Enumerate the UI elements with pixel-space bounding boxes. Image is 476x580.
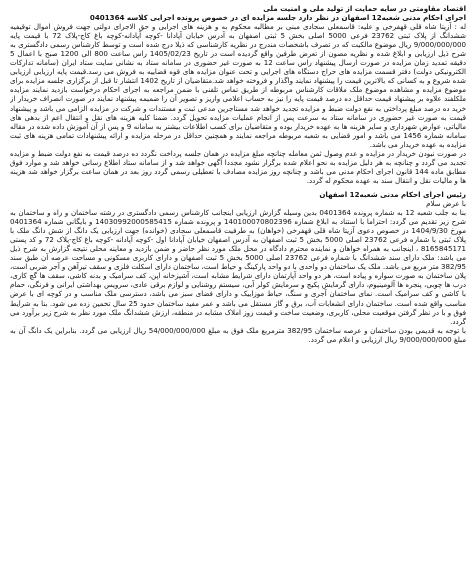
signature-line: رئیس اجرای احکام مدنی شعبه12 اصفهان: [319, 189, 466, 199]
salutation-line: با عرض سلام: [426, 198, 466, 208]
closing-paragraph: با توجه به قدیمی بودن ساختمان و عرصه ساختمان 382/95 مترمربع ملک فوق به مبلغ 54/000/000/000 ریال ارزیابی می گردد. بنابراین یک دانگ آن به مبلغ 9/000/000/000 ریال ارزیابی و اعلام می گردد.: [10, 325, 466, 344]
notice-paragraph: در صورت نبودن خریدار در مزایده و عدم وصول ثمن معامله چنانچه مبلغ مزایده در همان جلسه پرداخت نگردد ده درصد قیمت به نفع دولت ضبط و مزایده تجدید می گردد و چنانچه به هر دلیل مزایده به نحو اعلام شده برگزار نشود مجددا آگهی خواهد شد و از سامانه ستاد اطلاع رسانی خواهد شد و موارد فوق مطابق ماده 144 قانون اجرای احکام مدنی می باشد و چنانچه روز مزایده مصادف با تعطیلی رسمی گردد روز بعد در همان ساعت برگزار خواهد شد هزینه ها و مالیات نقل و انتقال سند به عهده محکوم له گردد.: [10, 148, 466, 185]
auction-intro-line: اجرای احکام مدنی شعبه12 اصفهان در نظر دارد جلسه مزایده ای در خصوص پرونده اجرایی کلاسه 0401364: [89, 13, 466, 23]
auction-body: له : آزیتا شاه قلی قهفرخی و علیه: قاسمعلی سجادی مبنی بر مطالبه محکوم به و هزینه های اجرایی و حق الاجرای دولتی جهت فروش اموال توقیفیه ششدانگ از پلاک ثبتی 23762 فرعی 5000 اصلی بخش 5 ثبتی اصفهان به آدرس خیابان آپادانا -کوچه آپادانه-کوچه باغ کاج-پلاک 72 با قیمت پایه 9/000/000/000 ریال موضوع مالکیت که در تصرف باشخصات مندرج در نظریه کارشناسی که ذیلا درج شده است و توسط کارشناس رسمی دادگستری به شرح ذیل ارزیابی و ابلاغ شده و نظریه مصون از تعرض طرفین واقع گردیده است در تاریخ 1405/02/23 راس ساعت 800 الی 1200 صبح با اعمال 5 دقیقه تمدید زمان مزایده در صورت ارسال پیشنهاد راس ساعت 12 به صورت غیر حضوری در سامانه ستاد به نشانی سایت ستاد ایران (سامانه تدارکات الکترونیکی دولت) دفتر قسمت مزایده های حراج دستگاه های اجرایی و تحت عنوان مزایده های قوه قضاییه به فروش می رسد.قیمت پایه ارزیابی ارزیابی شده شروع و به کسانی که بالاترین قیمت را پیشنهاد نمایند واگذار و فروخته خواهد شد.متقاضیان از تاریخ 1402 انتشار تا قبل از برگزاری جلسه مزایده برای موضوع مزایده و مشاهده موضوع ملک ملاقات کارشناس مربوطه از طریق تماس تلفنی با ضمن مراجعه به اجرای احکام درخواست بازدید نمایند مزایده ملکلفند علاوه بر پیشنهاد قیمت حداقل ده درصد قیمت پایه را نیز به حساب اعلامی واریز و تصویر آن را ضمیمه پیشنهاد نمایند در صورت انصراف خریدار از خرید ده درصد مبلغ پرداختی به نفع دولت ضبط و مزایده تجدید خواهد شد مستاجرین مدعی ثبت و مستندات و شرکت در مزایده الزامی می باشد و پیشنهاد قیمت به صورت غیر حضوری در سامانه ستاد به سرعت پس از انجام عملیات مزایده تحویل گردد. ضمنا کلیه هزینه های نقل و انتقال اعم از بدهی های مالیاتی، عوارض شهرداری و سایر هزینه ها به عهده خریدار بوده و متقاضیان برای کسب اطلاعات بیشتر به سامانه 9 و پس از آن آموزش داده شده در مقاله سامانه شماره 1456 می باشد و امور قضایی به شعبه مربوطه مراجعه نمایند و همچنین حداقل در مرحله مزایده و ارائه پیشنهادات تمامی هزینه های ثبت مزایده به عهده خریدار می باشد.: [10, 22, 466, 149]
report-body: بنا به جلب شعبه 12 به شماره پرونده 0401364 بدین وسیله گزارش ارزیابی اینجانب کارشناس رسمی دادگستری در رشته ساختمان و راه و ساختمان به شرح زیر تقدیم می گردد: احتراما با استناد به ابلاغ شماره 140100070802396 و پرونده شماره 14030992000585415 و بایگانی شماره 0401364 مورخ 1404/9/30 در خصوص دعوی آزیتا شاه قلی قهفرخی (خواهان) به طرفیت قاسمعلی سجادی (خوانده) جهت ارزیابی یک دانگ از شش دانگ ملک با پلاک ثبتی با شماره فرعی 23762 اصلی 5000 بخش 5 ثبت اصفهان به آدرس اصفهان خیابان آپادانا اول -کوچه آپادانه -کوچه باغ کاج-پلاک 72 و کد پستی 8165845171 ، اینجانب به همراه خواهان و نماینده محترم دادگاه در محل ملک مورد نظر حاضر و ضمن بازدید و معاینه محلی نتیجه گزارش به شرح ذیل می باشد: ملک دارای سند ششدانگ با شماره فرعی 23762 اصلی 5000 بخش 5 ثبت اصفهان و دارای کاربری مسکونی و مساحت عرصه آن طبق سند 382/95 متر مربع می باشد. ملک یک ساختمان دو واحدی با دو واحد پارکینگ و حیاط است، ساختمان دارای اسکلت فلزی و سقف تیرآهن و آجر ضربی است، پلان ساختمان به صورت سواره و پیاده است، هر دو واحد آپارتمان دارای شرایط مشابه است، آشپزخانه اپن، کف سرامیک و بدنه کاشی، سقف ها گچ کاری، درب ها چوبی، پنجره ها آلومینیوم، دارای گرمایش پکیج و سرمایش کولر آبی، سیستم روشنایی و لوازم برقی عادی، سرویس بهداشتی ایرانی و فرنگی، حمام با کاشی و کف سرامیک است. نمای ساختمان آجری و سنگ، حیاط موزاییک و دارای فضای سبز می باشد، دسترسی ملک مناسب و در کوچه ای با عرض مناسب واقع شده است. ساختمان دارای انشعابات آب، برق و گاز مستقل می باشد و عمر مفید ساختمان حدود 25 سال تخمین زده می شود. بنا به شرایط فوق و با در نظر گرفتن موقعیت محلی، کاربری، وضعیت ساخت و قیمت روز املاک مشابه در منطقه، ارزش ششدانگ ملک مورد نظر به شرح زیر برآورد می گردد.: [10, 208, 466, 326]
document-page: [10, 4, 466, 564]
header-line: اقتصاد مقاومتی در سایه حمایت از تولید ملی و امنیت ملی: [263, 4, 466, 13]
